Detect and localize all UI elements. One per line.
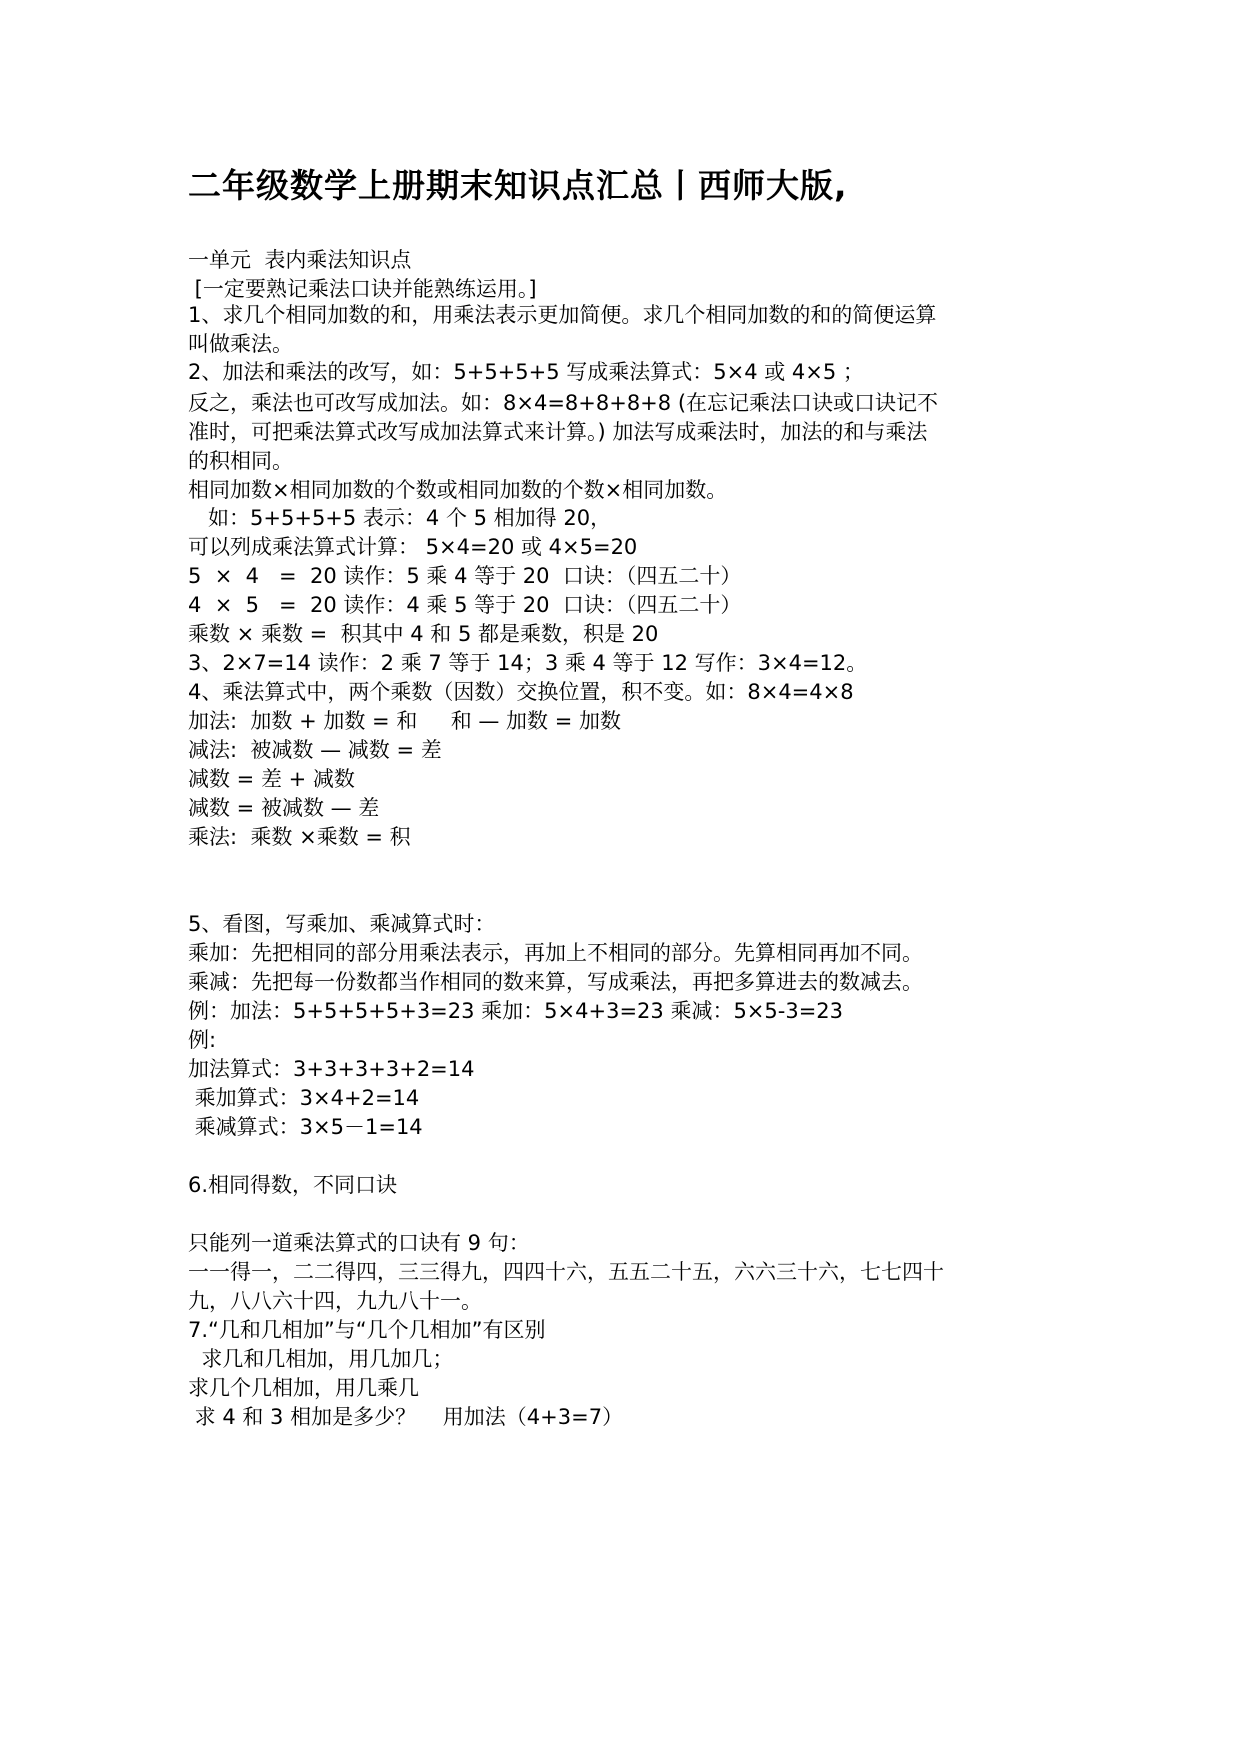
text-line: 乘减：先把每一份数都当作相同的数来算，写成乘法，再把多算进去的数减去。: [188, 970, 923, 994]
text-line: 九，八八六十四，九九八十一。: [188, 1289, 482, 1313]
text-line: 乘数 × 乘数 = 积其中 4 和 5 都是乘数，积是 20: [188, 622, 659, 646]
text-line: 乘减算式：3×5－1=14: [188, 1115, 423, 1139]
text-line: 7.“几和几相加”与“几个几相加”有区别: [188, 1318, 546, 1342]
text-line: 相同加数×相同加数的个数或相同加数的个数×相同加数。: [188, 478, 728, 502]
text-line: 如：5+5+5+5 表示：4 个 5 相加得 20，: [188, 506, 612, 530]
text-line: 减数 = 被减数 — 差: [188, 796, 380, 820]
document-title: 二年级数学上册期末知识点汇总丨西师大版,: [188, 166, 848, 205]
text-line: [一定要熟记乘法口诀并能熟练运用。]: [188, 277, 537, 301]
text-line: 减数 = 差 + 减数: [188, 767, 355, 791]
text-line: 求 4 和 3 相加是多少？ 用加法（4+3=7）: [188, 1405, 624, 1429]
text-line: 例：加法：5+5+5+5+3=23 乘加：5×4+3=23 乘减：5×5-3=23: [188, 999, 844, 1023]
text-line: 4 × 5 = 20 读作：4 乘 5 等于 20 口诀：（四五二十）: [188, 593, 742, 617]
text-line: 减法: 被减数 — 减数 = 差: [188, 738, 442, 762]
text-line: 1、求几个相同加数的和，用乘法表示更加简便。求几个相同加数的和的简便运算: [188, 303, 937, 327]
text-line: 可以列成乘法算式计算： 5×4=20 或 4×5=20: [188, 535, 638, 559]
text-line: 5 × 4 = 20 读作：5 乘 4 等于 20 口诀：（四五二十）: [188, 564, 742, 588]
text-line: 叫做乘法。: [188, 332, 293, 356]
text-line: 例:: [188, 1028, 217, 1052]
text-line: 的积相同。: [188, 449, 293, 473]
text-line: 乘加算式：3×4+2=14: [188, 1086, 420, 1110]
text-line: 3、2×7=14 读作：2 乘 7 等于 14；3 乘 4 等于 12 写作：3×4=12。: [188, 651, 868, 675]
text-line: 准时，可把乘法算式改写成加法算式来计算。) 加法写成乘法时，加法的和与乘法: [188, 420, 928, 444]
text-line: 5、看图，写乘加、乘减算式时：: [188, 912, 496, 936]
text-line: 加法: 加数 + 加数 = 和 和 — 加数 = 加数: [188, 709, 621, 733]
text-line: 求几和几相加，用几加几；: [188, 1347, 454, 1371]
text-line: 只能列一道乘法算式的口诀有 9 句：: [188, 1231, 530, 1255]
text-line: 乘法: 乘数 ×乘数 = 积: [188, 825, 411, 849]
text-line: 一单元 表内乘法知识点: [188, 248, 412, 272]
text-line: 加法算式：3+3+3+3+2=14: [188, 1057, 475, 1081]
text-line: 反之，乘法也可改写成加法。如：8×4=8+8+8+8 (在忘记乘法口诀或口诀记不: [188, 391, 939, 415]
text-line: 2、加法和乘法的改写，如：5+5+5+5 写成乘法算式：5×4 或 4×5 ；: [188, 360, 864, 384]
text-line: 4、乘法算式中，两个乘数（因数）交换位置，积不变。如：8×4=4×8: [188, 680, 854, 704]
text-line: 一一得一，二二得四，三三得九，四四十六，五五二十五，六六三十六，七七四十: [188, 1260, 944, 1284]
text-line: 乘加：先把相同的部分用乘法表示，再加上不相同的部分。先算相同再加不同。: [188, 941, 923, 965]
text-line: 求几个几相加，用几乘几: [188, 1376, 419, 1400]
text-line: 6.相同得数，不同口诀: [188, 1173, 398, 1197]
